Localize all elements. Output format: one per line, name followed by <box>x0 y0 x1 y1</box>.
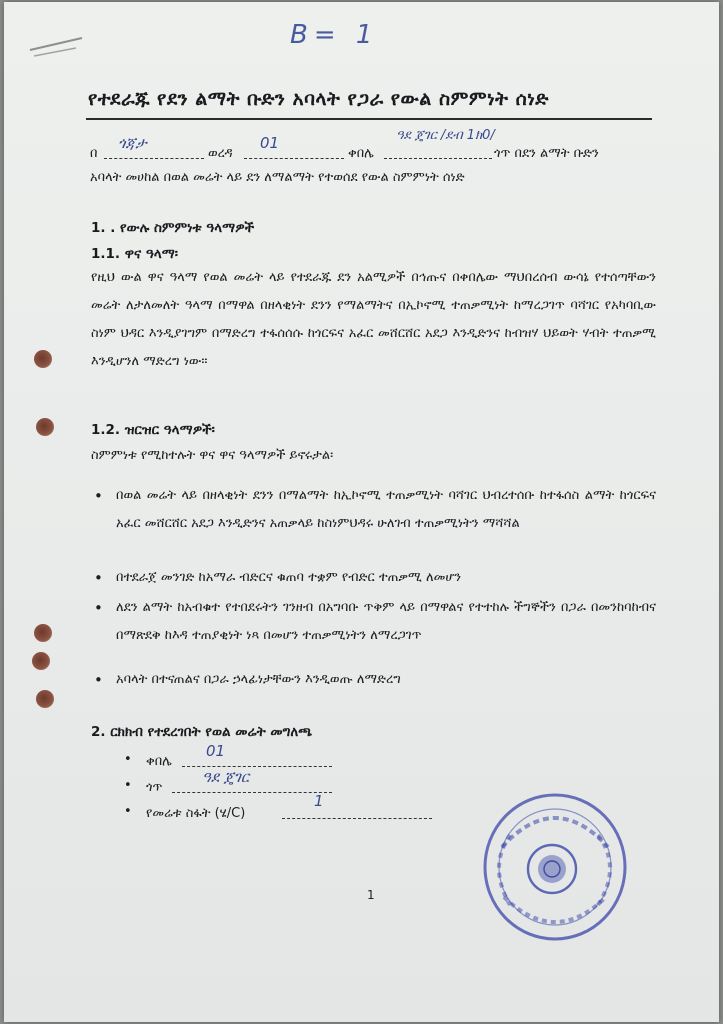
section-1-2-heading: 1.2. ዝርዝር ዓላማዎች፡ <box>91 422 215 438</box>
punch-hole <box>34 624 52 642</box>
fill-line <box>282 808 432 819</box>
official-stamp-icon <box>480 787 630 947</box>
intro-prefix-3: ቀበሌ <box>348 146 374 161</box>
staple-mark-icon <box>26 30 86 60</box>
punch-hole <box>36 418 54 436</box>
intro-line-1 <box>90 128 660 166</box>
punch-hole <box>34 350 52 368</box>
handwritten-value: 01 <box>206 742 226 760</box>
section-1-1-text: የዚህ ውል ዋና ዓላማ የወል መሬት ላይ የተደራጁ ደን አልሚዎች በኅጡና በቀበሌው ማህበረሰብ ውሳኔ የተሰጣቸውን መሬት ለታለመለት ዓላማ በማዋል በዘላቂነት ደንን የማልማትና በኢኮኖሚ ተጠቃሚነት ከማረጋገጥ ባሻገር የአካባቢው ስነም ህዳር እንዲያገግም በማድረግ ተፋሰሰሱ ከጎርፍና አፈር መሸርሸር አደጋ እንዲድንና ከብዝሃ ህይወት ሃብት ተጠቃሚ እንዲሆንለ ማድረግ ነው፡፡ <box>91 270 656 369</box>
land-item-label: ቀበሌ <box>146 754 172 769</box>
fill-line <box>244 148 344 159</box>
handwritten-value: ዓደ ጄገር <box>202 768 250 786</box>
list-item: • ለደን ልማት ከአብቁተ የተበደሩትን ገንዘብ በአግባቡ ጥቅም ላይ በማዋልና የተተከሉ ችግኞችን በጋራ በመንከባከብና በማጽደቅ ከእዳ ተጠያቂነት ነጻ በመሆን ተጠቃሚነትን ለማረጋገጥ <box>90 594 656 650</box>
fill-line <box>172 782 332 793</box>
intro-prefix-4: ጎጥ በደን ልማት ቡድን <box>494 146 599 161</box>
list-item: • በተደራጀ መንገድ ከአማራ ብድርና ቁጠባ ተቋም የብድር ተጠቃሚ ለመሆን <box>90 564 656 592</box>
list-item: • አባላት በተናጠልና በጋራ ኃላፊነታቸውን እንዲወጡ ለማድረግ <box>90 666 656 694</box>
page-number: 1 <box>367 888 375 902</box>
handwritten-value: 1 <box>314 792 324 810</box>
section-2-heading: 2. ርክክብ የተደረገበት የወል መሬት መግለጫ <box>91 724 313 740</box>
handwritten-annotation: B= 1 <box>290 20 379 50</box>
handwritten-got-name: ዓደ ጄገር /ደብ 1ክ0/ <box>396 128 495 143</box>
title-underline <box>86 118 652 120</box>
handwritten-woreda-name: ጎጃታ <box>118 134 147 152</box>
intro-prefix-2: ወረዳ <box>208 146 233 161</box>
intro-prefix-1: በ <box>90 146 98 161</box>
list-item: • በወል መሬት ላይ በዘላቂነት ደንን በማልማት ከኢኮኖሚ ተጠቃሚነት ባሻገር ህብረተሰቡ ከተፋሰስ ልማት ከጎርፍና አፈር መሸርሸር አደጋ እንዲድንና አጠቃላይ ከስነምህዳሩ ሁለገብ ተጠቃሚነትን ማሻሻል <box>90 482 656 538</box>
document-title: የተደራጁ የደን ልማት ቡድን አባላት የጋራ የውል ስምምነት ሰነድ <box>88 88 549 110</box>
land-item-label: የመሬቱ ስፋት (ሄ/C) <box>146 806 246 821</box>
document-page <box>4 2 719 1022</box>
handwritten-number: 01 <box>260 134 280 152</box>
land-item-area: • የመሬቱ ስፋት (ሄ/C) 1 <box>124 804 444 828</box>
fill-line <box>182 756 332 767</box>
section-1-1-heading: 1.1. ዋና ዓላማ፡ <box>91 246 178 262</box>
punch-hole <box>32 652 50 670</box>
punch-hole <box>36 690 54 708</box>
land-item-label: ጎጥ <box>146 780 163 795</box>
fill-line <box>384 148 492 159</box>
land-item-kebele: • ቀበሌ 01 <box>124 752 444 776</box>
section-1-2-intro: ስምምነቱ የሚከተሉት ዋና ዋና ዓላማዎች ይኖሩታል፡ <box>91 448 334 463</box>
intro-line-2: አባላት መሀከል በወል መሬት ላይ ደን ለማልማት የተወሰደ የውል ስምምነት ሰነድ <box>90 170 465 185</box>
land-item-got: • ጎጥ ዓደ ጄገር <box>124 778 444 802</box>
section-1-heading: 1. . የውሉ ስምምነቱ ዓላማዎች <box>91 220 255 236</box>
